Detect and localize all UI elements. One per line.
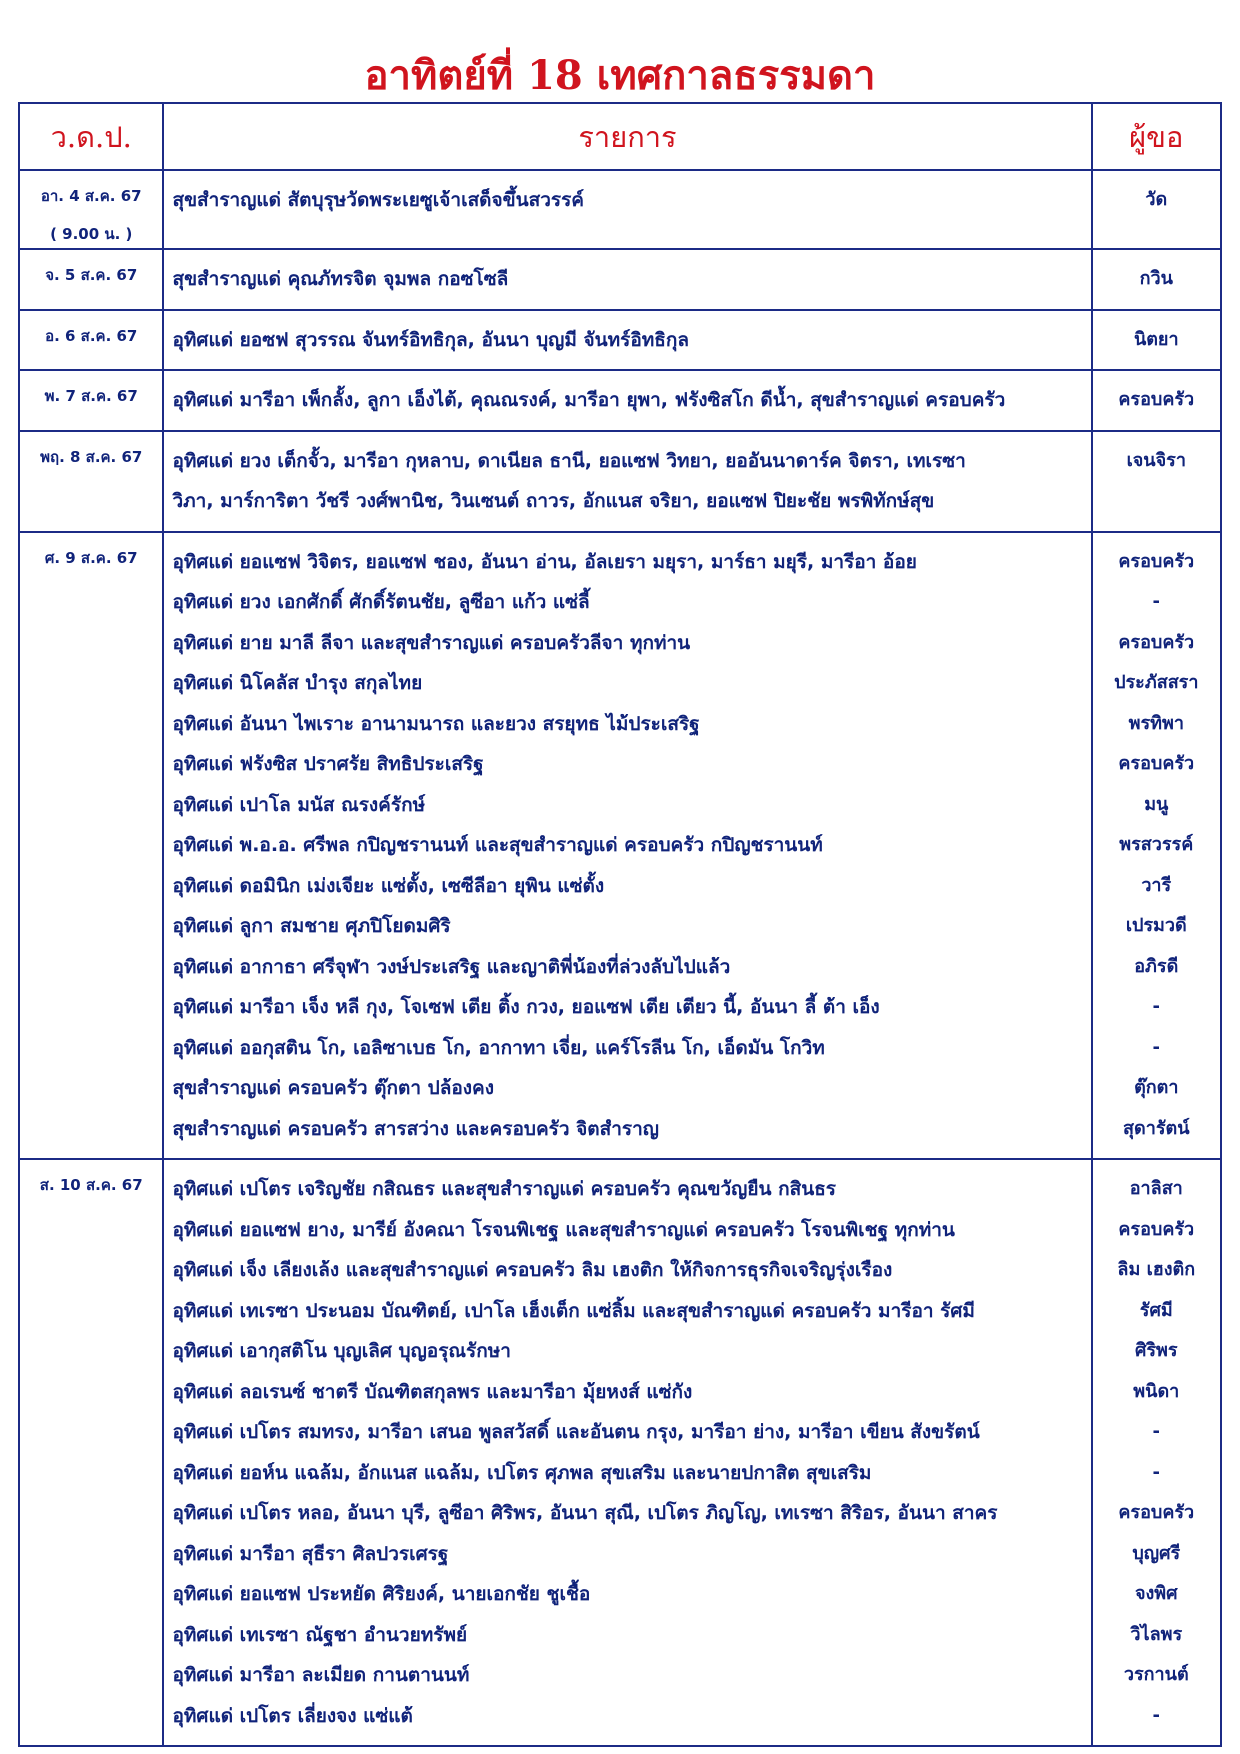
row-items-cell bbox=[163, 370, 1091, 431]
row-items-cell bbox=[163, 532, 1091, 1160]
intention-text: อุทิศแด่ เทเรซา ประนอม บัณฑิตย์, เปาโล เฮ็งเต็ก แซ่ลิ้ม และสุขสำราญแด่ ครอบครัว มารีอา รัศมี bbox=[172, 1299, 975, 1322]
intention-text: สุขสำราญแด่ ครอบครัว ตุ๊กตา ปล้องคง bbox=[172, 1077, 495, 1099]
row-requester-cell bbox=[1092, 1159, 1221, 1746]
requester-name: พรสวรรค์ bbox=[1119, 834, 1194, 855]
row-date-cell bbox=[19, 370, 163, 431]
requester-name: ครอบครัว bbox=[1118, 389, 1195, 410]
row-date-cell bbox=[19, 249, 163, 310]
row-items-cell bbox=[163, 310, 1091, 371]
intention-text: อุทิศแด่ เปาโล มนัส ณรงค์รักษ์ bbox=[172, 793, 426, 816]
page-title: อาทิตย์ที่ 18 เทศกาลธรรมดา bbox=[364, 52, 876, 99]
table-row bbox=[19, 370, 1221, 431]
requester-name: นิตยา bbox=[1133, 328, 1179, 350]
intention-text: อุทิศแด่ เปโตร เจริญชัย กสิณธร และสุขสำราญแด่ ครอบครัว คุณขวัญยืน กสินธร bbox=[172, 1178, 836, 1200]
intention-text: อุทิศแด่ อากาธา ศรีจุฬา วงษ์ประเสริฐ และญาติพี่น้องที่ล่วงลับไปแล้ว bbox=[172, 955, 731, 978]
intention-text: อุทิศแด่ ยวง เต็กจั้ว, มารีอา กุหลาบ, ดาเนียล ธานี, ยอแซฟ วิทยา, ยออันนาดาร์ค จิตรา, เทเรซา bbox=[172, 449, 966, 472]
intention-text: อุทิศแด่ ยอแซฟ ประหยัด ศิริยงค์, นายเอกชัย ชูเชื้อ bbox=[172, 1583, 591, 1605]
intention-text: อุทิศแด่ มารีอา เจ็ง หลี กุง, โจเซฟ เตีย ติ้ง กวง, ยอแซฟ เตีย เตียว นี้, อันนา ลี้ ต้า เอ็ง bbox=[172, 996, 880, 1018]
row-date: พฤ. 8 ส.ค. 67 bbox=[40, 447, 143, 466]
intention-text: อุทิศแด่ เปโตร หลอ, อันนา บุรี, ลูซีอา ศิริพร, อันนา สุณี, เปโตร ภิญโญ, เทเรซา สิริอร, อันนา สาคร bbox=[172, 1502, 998, 1524]
intention-text: อุทิศแด่ ยาย มาลี ลีจา และสุขสำราญแด่ ครอบครัวลีจา ทุกท่าน bbox=[172, 631, 691, 654]
requester-name: ครอบครัว bbox=[1118, 753, 1195, 774]
header-date: ว.ด.ป. bbox=[19, 103, 163, 170]
intention-text: อุทิศแด่ นิโคลัส บำรุง สกุลไทย bbox=[172, 672, 423, 694]
intention-text: อุทิศแด่ มารีอา สุธีรา ศิลปวรเศรฐ bbox=[172, 1542, 449, 1565]
row-date-cell bbox=[19, 310, 163, 371]
requester-name: ศิริพร bbox=[1134, 1340, 1178, 1361]
requester-name: ครอบครัว bbox=[1118, 631, 1195, 653]
row-requester-cell bbox=[1092, 431, 1221, 532]
row-date-cell bbox=[19, 170, 163, 249]
table-row bbox=[19, 1159, 1221, 1746]
row-requester-cell bbox=[1092, 249, 1221, 310]
intention-text: อุทิศแด่ ยอซฟ สุวรรณ จันทร์อิทธิกุล, อันนา บุญมี จันทร์อิทธิกุล bbox=[172, 328, 690, 351]
row-items-cell bbox=[163, 431, 1091, 532]
intention-text: อุทิศแด่ ลอเรนซ์ ชาตรี บัณฑิตสกุลพร และมารีอา มุ้ยหงส์ แซ่กัง bbox=[172, 1380, 693, 1403]
requester-name: กวิน bbox=[1139, 268, 1173, 289]
intention-text: อุทิศแด่ อันนา ไพเราะ อานามนารถ และยวง สรยุทธ ไม้ประเสริฐ bbox=[172, 712, 700, 735]
header-items: รายการ bbox=[163, 103, 1091, 170]
intention-text: อุทิศแด่ มารีอา ละเมียด กานตานนท์ bbox=[172, 1664, 470, 1686]
row-date: จ. 5 ส.ค. 67 bbox=[45, 266, 138, 284]
requester-name: อาลิสา bbox=[1129, 1178, 1183, 1199]
row-items-cell bbox=[163, 249, 1091, 310]
table-row bbox=[19, 431, 1221, 532]
requester-name: - bbox=[1152, 1036, 1161, 1058]
table-row bbox=[19, 170, 1221, 249]
table-row bbox=[19, 532, 1221, 1160]
row-date: ส. 10 ส.ค. 67 bbox=[39, 1176, 143, 1194]
intention-text: อุทิศแด่ ยอห์น แฉล้ม, อักแนส แฉล้ม, เปโตร ศุภพล สุขเสริม และนายปกาสิต สุขเสริม bbox=[172, 1461, 872, 1484]
requester-name: พนิดา bbox=[1133, 1380, 1180, 1402]
row-items-cell bbox=[163, 1159, 1091, 1746]
row-time: ( 9.00 น. ) bbox=[50, 225, 133, 243]
requester-name: วิไลพร bbox=[1130, 1623, 1183, 1645]
requester-name: สุดารัตน์ bbox=[1123, 1117, 1190, 1139]
table-row bbox=[19, 310, 1221, 371]
requester-name: ตุ๊กตา bbox=[1134, 1077, 1179, 1098]
row-date-cell bbox=[19, 532, 163, 1160]
intention-text: อุทิศแด่ เทเรซา ณัฐชา อำนวยทรัพย์ bbox=[172, 1623, 468, 1646]
intention-text: อุทิศแด่ เปโตร สมทรง, มารีอา เสนอ พูลสวัสดิ์ และอันตน กรุง, มารีอา ย่าง, มารีอา เขียน สังขรัตน์ bbox=[172, 1421, 980, 1443]
mass-intention-table bbox=[18, 102, 1222, 1747]
intention-text: สุขสำราญแด่ คุณภัทรจิต จุมพล กอซโซลี bbox=[172, 268, 509, 290]
requester-name: ครอบครัว bbox=[1118, 1218, 1195, 1240]
requester-name: - bbox=[1152, 591, 1161, 612]
requester-name: - bbox=[1152, 1704, 1161, 1726]
requester-name: พรทิพา bbox=[1128, 712, 1184, 734]
row-requester-cell bbox=[1092, 170, 1221, 249]
intention-text: อุทิศแด่ ยวง เอกศักดิ์ ศักดิ์รัตนชัย, ลูซีอา แก้ว แซ่ลี้ bbox=[172, 591, 590, 613]
intention-text: อุทิศแด่ ยอแซฟ วิจิตร, ยอแซฟ ชอง, อันนา อ่าน, อัลเยรา มยุรา, มาร์ธา มยุรี, มารีอา อ้อย bbox=[172, 550, 917, 573]
row-date: ศ. 9 ส.ค. 67 bbox=[44, 548, 138, 567]
intention-text: อุทิศแด่ ยอแซฟ ยาง, มารีย์ อังคณา โรจนพิเชฐ และสุขสำราญแด่ ครอบครัว โรจนพิเชฐ ทุกท่าน bbox=[172, 1218, 955, 1241]
requester-name: ลิม เฮงติก bbox=[1117, 1259, 1196, 1280]
header-requester: ผู้ขอ bbox=[1092, 103, 1221, 170]
requester-name: - bbox=[1152, 1421, 1161, 1442]
row-date: พ. 7 ส.ค. 67 bbox=[44, 387, 138, 405]
row-requester-cell bbox=[1092, 370, 1221, 431]
row-date: อ. 6 ส.ค. 67 bbox=[45, 326, 138, 345]
intention-text: อุทิศแด่ พ.อ.อ. ศรีพล กปิญชรานนท์ และสุขสำราญแด่ ครอบครัว กปิญชรานนท์ bbox=[172, 834, 823, 856]
intention-text: อุทิศแด่ ดอมินิก เม่งเจียะ แซ่ตั้ง, เซซีลีอา ยุพิน แซ่ตั้ง bbox=[172, 874, 605, 897]
row-date: อา. 4 ส.ค. 67 bbox=[40, 187, 142, 205]
table-row bbox=[19, 249, 1221, 310]
intention-text: อุทิศแด่ เจ็ง เลียงเล้ง และสุขสำราญแด่ ครอบครัว ลิม เฮงติก ให้กิจการธุรกิจเจริญรุ่งเรือง bbox=[172, 1259, 893, 1281]
requester-name: วรกานต์ bbox=[1123, 1664, 1189, 1685]
requester-name: เจนจิรา bbox=[1126, 449, 1186, 471]
requester-name: มนู bbox=[1144, 793, 1169, 815]
requester-name: รัศมี bbox=[1139, 1299, 1173, 1321]
intention-text: อุทิศแด่ ลูกา สมชาย ศุภปิโยดมศิริ bbox=[172, 915, 451, 937]
requester-name: บุญศรี bbox=[1132, 1542, 1181, 1564]
intention-text: สุขสำราญแด่ ครอบครัว สารสว่าง และครอบครัว จิตสำราญ bbox=[172, 1117, 659, 1140]
intention-text: อุทิศแด่ เอากุสติโน บุญเลิศ บุญอรุณรักษา bbox=[172, 1340, 511, 1362]
intention-text: สุขสำราญแด่ สัตบุรุษวัดพระเยซูเจ้าเสด็จขึ้นสวรรค์ bbox=[172, 189, 584, 211]
requester-name: วารี bbox=[1141, 874, 1172, 896]
table-body bbox=[19, 170, 1221, 1746]
intention-text: วิภา, มาร์การิตา วัชรี วงศ์พานิช, วินเซนต์ ถาวร, อักแนส จริยา, ยอแซฟ ปิยะชัย พรพิทักษ์สุข bbox=[172, 490, 935, 512]
requester-name: ครอบครัว bbox=[1118, 1502, 1195, 1523]
requester-name: เปรมวดี bbox=[1125, 915, 1187, 936]
row-items-cell bbox=[163, 170, 1091, 249]
requester-name: อภิรดี bbox=[1134, 955, 1179, 977]
intention-text: อุทิศแด่ มารีอา เพ็กลั้ง, ลูกา เอ็งไต้, คุณณรงค์, มารีอา ยุพา, ฟรังซิสโก ดีน้ำ, สุขสำราญแด่ ครอบครัว bbox=[172, 389, 1006, 411]
requester-name: - bbox=[1152, 1461, 1161, 1483]
row-requester-cell bbox=[1092, 310, 1221, 371]
requester-name: ประภัสสรา bbox=[1114, 672, 1199, 693]
row-date-cell bbox=[19, 431, 163, 532]
row-requester-cell bbox=[1092, 532, 1221, 1160]
intention-text: อุทิศแด่ ออกุสติน โก, เอลิซาเบธ โก, อากาทา เจี่ย, แคร์โรลีน โก, เอ็ดมัน โกวิท bbox=[172, 1036, 825, 1059]
requester-name: ครอบครัว bbox=[1118, 550, 1195, 572]
requester-name: - bbox=[1152, 996, 1161, 1017]
intention-text: อุทิศแด่ เปโตร เลี่ยงจง แซ่แต้ bbox=[172, 1704, 413, 1727]
requester-name bbox=[1095, 481, 1218, 522]
requester-name: จงพิศ bbox=[1134, 1583, 1178, 1604]
requester-name: วัด bbox=[1145, 189, 1168, 210]
row-date-cell bbox=[19, 1159, 163, 1746]
table-header-row bbox=[19, 103, 1221, 170]
intention-text: อุทิศแด่ ฟรังซิส ปราศรัย สิทธิประเสริฐ bbox=[172, 753, 484, 775]
